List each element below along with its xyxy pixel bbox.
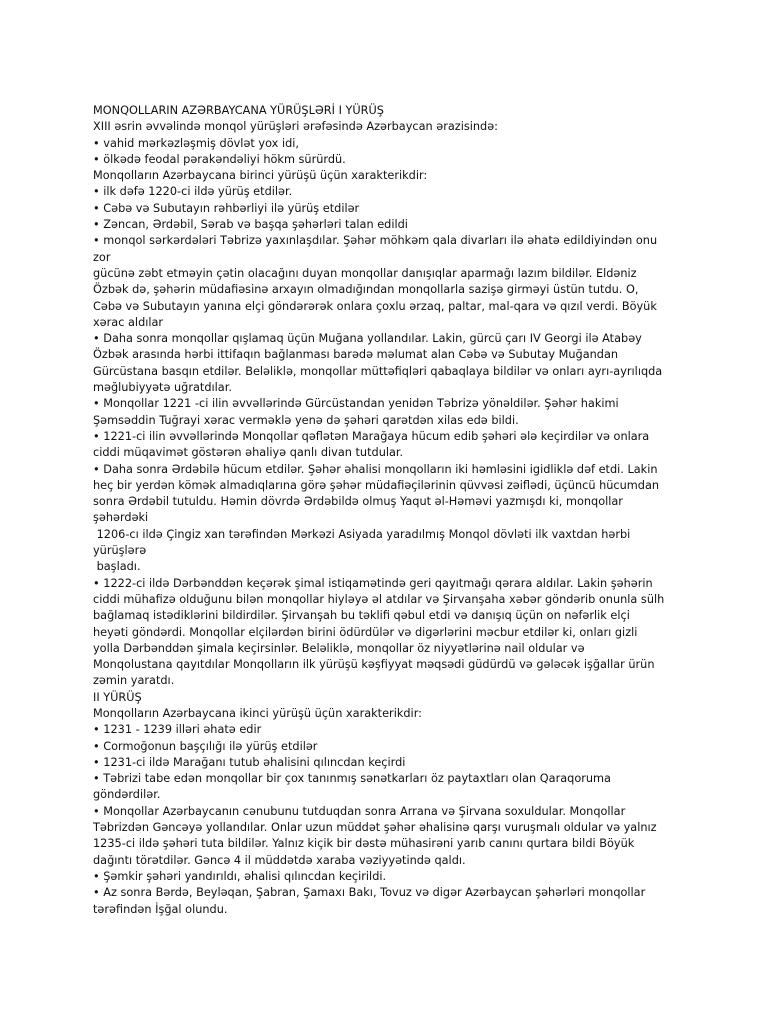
text-line: Özbək arasında hərbi ittifaqın bağlanması barədə məlumat alan Cəbə və Subutay Muğandan [93, 348, 619, 362]
bullet-line: • Daha sonra monqollar qışlamaq üçün Muğana yollandılar. Lakin, gürcü çarı IV Georgi ilə Atabəy [93, 332, 642, 346]
text-line: ciddi mühafizə olduğunu bilən monqollar hiyləyə əl atdılar və Şirvanşaha xəbər göndərib onunla sülh [93, 592, 665, 606]
text-line: şəhərdəki [93, 511, 149, 525]
text-line: Özbək də, şəhərin müdafiəsinə arxayın olmadığından monqollarla sazişə girməyi üstün tutdu. O, [93, 283, 639, 297]
bullet-line: • monqol sərkərdələri Təbrizə yaxınlaşdılar. Şəhər möhkəm qala divarları ilə əhatə edildiyindən onu [93, 234, 658, 248]
text-line: Gürcüstana basqın etdilər. Beləliklə, monqollar müttəfiqləri qabaqlaya bildilər və onları ayrı-ayrılıqda [93, 364, 663, 378]
bullet-line: • Monqollar Azərbaycanın cənubunu tutduqdan sonra Arrana və Şirvana soxuldular. Monqollar [93, 804, 626, 818]
text-line: dağıntı törətdilər. Gəncə 4 il müddətdə xaraba vəziyyətində qaldı. [93, 853, 466, 867]
text-line: məğlubiyyətə uğratdılar. [93, 381, 232, 395]
text-line: gücünə zəbt etməyin çətin olacağını duyan monqollar danışıqlar aparmağı lazım bildilər. Eldəniz [93, 266, 637, 280]
bullet-line: • 1231-ci ildə Marağanı tutub əhalisini qılıncdan keçirdi [93, 755, 406, 769]
text-line: tərəfindən İşğal olundu. [93, 902, 228, 916]
text-line: zor [93, 250, 111, 264]
text-line: Şəmsəddin Tuğrayi xərac verməklə yenə də şəhəri qarətdən xilas edə bildi. [93, 413, 519, 427]
text-line: Təbrizdən Gəncəyə yollandılar. Onlar uzun müddət şəhər əhalisinə qarşı vuruşmalı oldular və yalnız [93, 821, 657, 835]
bullet-line: • 1231 - 1239 illəri əhatə edir [93, 723, 262, 737]
bullet-line: • Təbrizi tabe edən monqollar bir çox tanınmış sənətkarları öz paytaxtları olan Qaraqoruma [93, 772, 611, 786]
text-line: göndərdilər. [93, 788, 161, 802]
text-line: ciddi müqavimət göstərən əhaliyə qanlı divan tutdular. [93, 446, 404, 460]
bullet-line: • 1222-ci ildə Dərbənddən keçərək şimal istiqamətində geri qayıtmağı qərara aldılar. Lakin şəhərin [93, 576, 653, 590]
section-heading: II YÜRÜŞ [93, 690, 142, 704]
bullet-line: • 1221-ci ilin əvvəllərində Monqollar qəflətən Marağaya hücum edib şəhəri ələ keçirdilər və onlara [93, 429, 650, 443]
text-line: XIII əsrin əvvəlində monqol yürüşləri ərəfəsində Azərbaycan ərazisində: [93, 120, 498, 134]
bullet-line: • Monqollar 1221 -ci ilin əvvəllərində Gürcüstandan yenidən Təbrizə yönəldilər. Şəhər hakimi [93, 397, 619, 411]
document-body [93, 103, 683, 918]
bullet-line: • Az sonra Bərdə, Beyləqan, Şabran, Şamaxı Bakı, Tovuz və digər Azərbaycan şəhərləri monqollar [93, 886, 646, 900]
text-line: xərac aldılar [93, 315, 164, 329]
bullet-line: • Zəncan, Ərdəbil, Sərab və başqa şəhərləri talan edildi [93, 218, 408, 232]
text-line: zəmin yaratdı. [93, 674, 175, 688]
bullet-line: • Cəbə və Subutayın rəhbərliyi ilə yürüş etdilər [93, 201, 360, 215]
text-line: 1206-cı ildə Çingiz xan tərəfindən Mərkəzi Asiyada yaradılmış Monqol dövləti ilk vaxtdan hərbi [93, 527, 631, 541]
text-line: Monqolustana qayıtdılar Monqolların ilk yürüşü kəşfiyyat məqsədi güdürdü və gələcək işğallar ürün [93, 658, 655, 672]
bullet-line: • Daha sonra Ərdəbilə hücum etdilər. Şəhər əhalisi monqolların iki həmləsini igidliklə dəf etdi. Lakin [93, 462, 658, 476]
document-title: MONQOLLARIN AZƏRBAYCANA YÜRÜŞLƏRİ I YÜRÜŞ [93, 104, 384, 117]
text-line: yürüşlərə [93, 544, 147, 558]
text-line: heyəti göndərdi. Monqollar elçilərdən birini ödürdülər və digərlərini məcbur etdilər ki, onları gizli [93, 625, 638, 639]
text-line: başladı. [93, 560, 141, 574]
text-line: Cəbə və Subutayın yanına elçi göndərərək onlara çoxlu ərzaq, paltar, mal-qara və qızıl verdi. Böyük [93, 299, 657, 313]
text-line: yolla Dərbənddən şimala keçirsinlər. Beləliklə, monqollar öz niyyətlərinə nail oldular və [93, 641, 585, 655]
text-line: Monqolların Azərbaycana birinci yürüşü üçün xarakterikdir: [93, 169, 428, 183]
text-line: 1235-ci ildə şəhəri tuta bildilər. Yalnız kiçik bir dəstə mühasirəni yarıb canını qurtara bildi Böyük [93, 837, 635, 851]
bullet-line: • Cormoğonun başçılığı ilə yürüş etdilər [93, 739, 318, 753]
text-line: heç bir yerdən kömək almadıqlarına görə şəhər müdafiəçilərinin qüvvəsi zəiflədi, üçüncü hücumdan [93, 478, 660, 492]
bullet-line: • Şəmkir şəhəri yandırıldı, əhalisi qılıncdan keçirildi. [93, 869, 387, 883]
bullet-line: • vahid mərkəzləşmiş dövlət yox idi, [93, 136, 299, 150]
bullet-line: • ölkədə feodal pərakəndəliyi hökm sürürdü. [93, 152, 346, 166]
text-line: bağlamaq istədiklərini bildirdilər. Şirvanşah bu təklifi qəbul etdi və danışıq üçün on nəfərlik elçi [93, 609, 630, 623]
text-line: sonra Ərdəbil tutuldu. Həmin dövrdə Ərdəbildə olmuş Yaqut əl-Həməvi yazmışdı ki, monqollar [93, 495, 623, 509]
bullet-line: • ilk dəfə 1220-ci ildə yürüş etdilər. [93, 185, 293, 199]
text-line: Monqolların Azərbaycana ikinci yürüşü üçün xarakterikdir: [93, 706, 422, 720]
